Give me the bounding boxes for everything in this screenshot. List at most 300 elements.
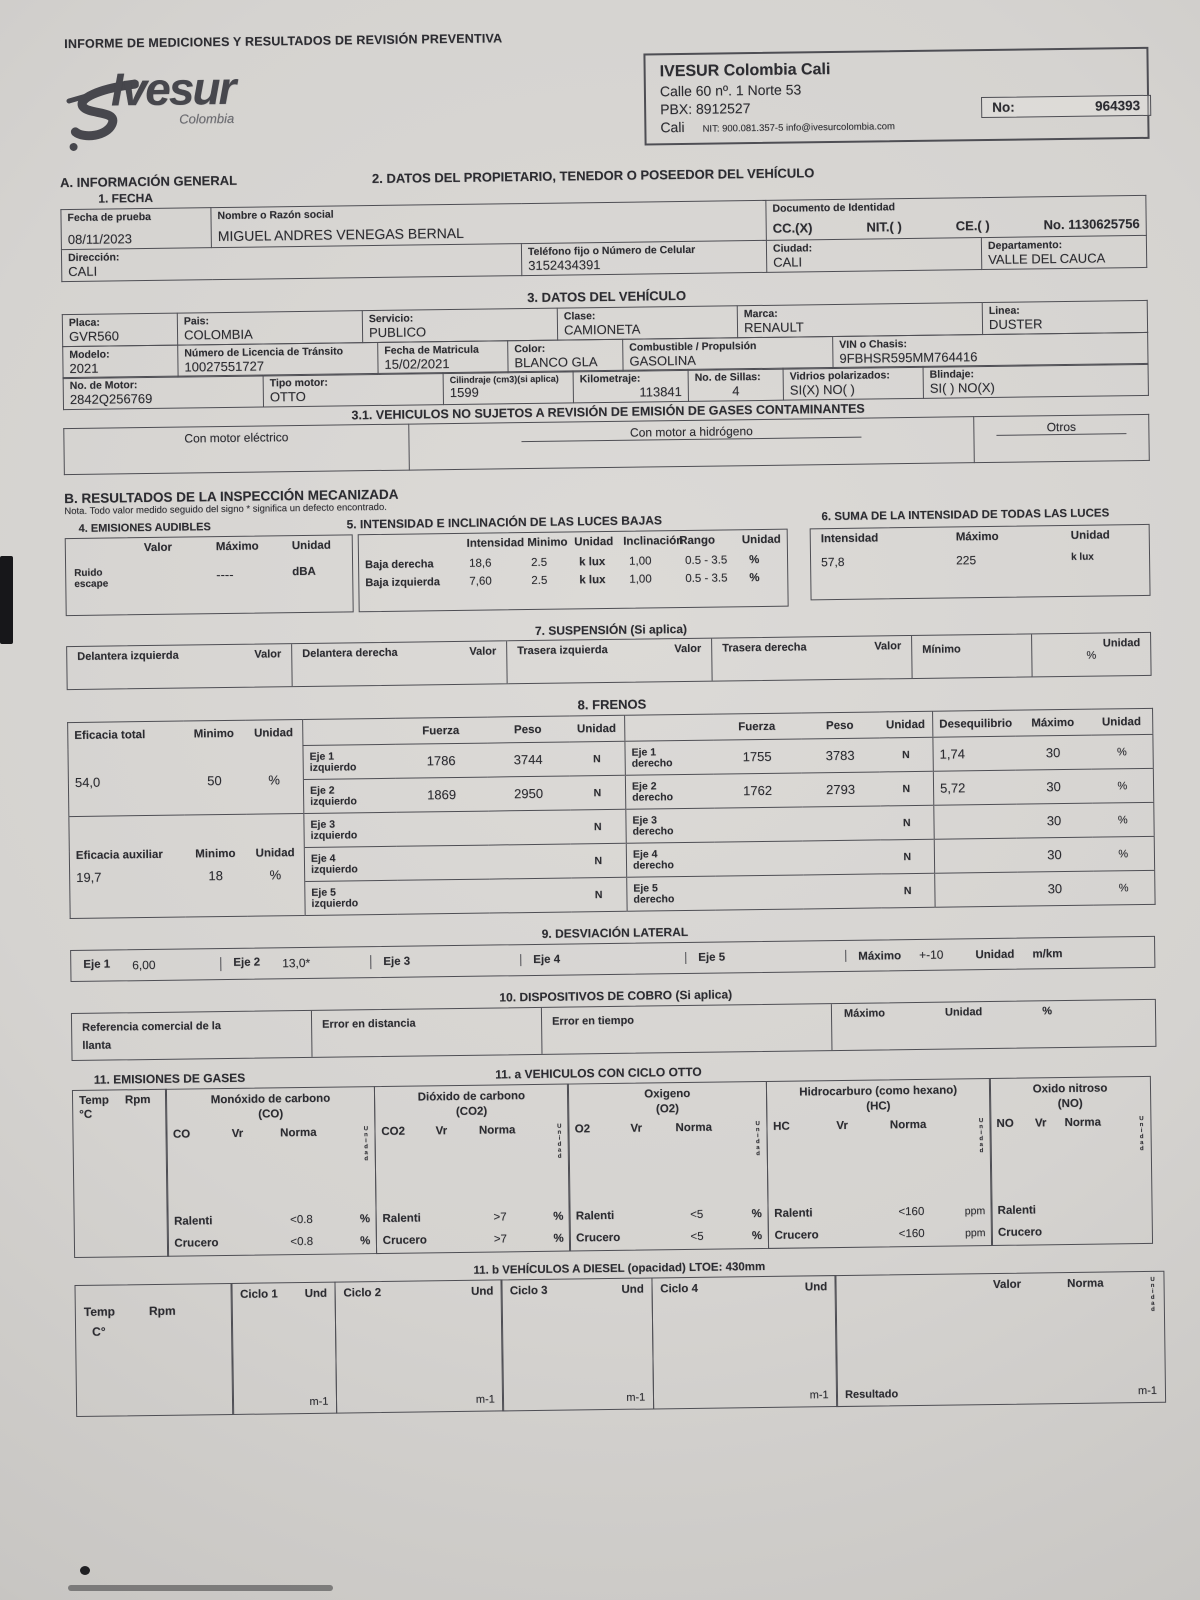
co-subheader	[173, 1126, 369, 1165]
vr-value	[241, 1237, 269, 1249]
matricula-label: Fecha de Matricula	[384, 343, 479, 357]
no-crucero-row	[998, 1225, 1146, 1239]
emisiones-audibles-table	[65, 535, 354, 617]
eficacia-auxiliar-minimo: 18	[208, 868, 223, 884]
maximo-value: 30	[1015, 770, 1091, 805]
minimo-header: Minimo	[193, 728, 234, 741]
blindaje-cell	[923, 364, 1148, 399]
co2-ralenti-row	[382, 1211, 563, 1225]
section-b-note: Nota. Todo valor medido seguido del signo * significa un defecto encontrado.	[64, 502, 387, 518]
suspension-title: 7. SUSPENSIÓN (Si aplica)	[534, 622, 688, 639]
licencia-label: Número de Licencia de Tránsito	[184, 345, 344, 360]
suspension-delantera-izquierda	[67, 645, 293, 690]
vidrios-cell	[783, 367, 923, 401]
matricula-cell	[378, 340, 508, 374]
document-content	[58, 15, 1166, 1418]
kilometraje-cell	[573, 370, 688, 404]
fuerza-header: Fuerza	[713, 713, 801, 740]
cilindraje-label: Cilindraje (cm3)(si aplica)	[449, 374, 559, 386]
unidad-header-vertical: Unidad	[1149, 1277, 1156, 1314]
cobro-referencia	[72, 1011, 313, 1060]
scan-artifact-bottom-smudge	[68, 1585, 333, 1591]
linea-value: DUSTER	[988, 316, 1043, 332]
maximo-value: 30	[1017, 872, 1093, 907]
maximo-header: Máximo	[1015, 710, 1091, 737]
gas-box-co	[165, 1086, 377, 1257]
cilindraje-value: 1599	[449, 385, 479, 401]
marca-cell	[737, 303, 982, 338]
co2-formula: (CO2)	[455, 1105, 488, 1118]
departamento-label: Departamento:	[987, 239, 1063, 252]
gas-box-no	[989, 1076, 1153, 1246]
ralenti-label: Ralenti	[774, 1207, 813, 1221]
scan-artifact-left-edge	[0, 556, 13, 644]
documento-cell	[766, 195, 1147, 240]
unidad-label: Unidad	[975, 949, 1015, 962]
fuerza-value	[714, 841, 802, 876]
unidad-header: Unidad	[1070, 529, 1110, 543]
fuerza-value: 1786	[395, 743, 487, 778]
suma-luces-table	[810, 524, 1151, 600]
peso-value	[803, 874, 881, 909]
eficacia-auxiliar-minimo-cell	[184, 815, 247, 918]
eje4-derecho-label: Eje 4 derecho	[626, 843, 714, 878]
vr-header: Vr	[1034, 1117, 1047, 1130]
maximo-header: Máximo	[955, 531, 999, 544]
eficacia-total-minimo: 50	[207, 773, 222, 789]
hc-formula: (HC)	[866, 1100, 891, 1113]
servicio-value: PUBLICO	[368, 324, 427, 341]
unidad-header: Unidad	[574, 536, 614, 549]
diesel-table	[74, 1271, 1166, 1417]
sillas-value: 4	[732, 383, 740, 399]
unidad-value: N	[570, 810, 626, 845]
error-tiempo-label: Error en tiempo	[552, 1015, 635, 1029]
eje2-derecho-label: Eje 2 derecho	[625, 775, 713, 810]
ciudad-cell	[766, 238, 981, 273]
otros-cell	[974, 415, 1150, 463]
report-number-value: 964393	[1094, 97, 1141, 114]
scan-artifact-dot	[80, 1566, 90, 1575]
linea-label: Linea:	[988, 304, 1020, 317]
emisiones-audibles-title: 4. EMISIONES AUDIBLES	[78, 521, 211, 536]
delantera-derecha-label: Delantera derecha	[302, 647, 398, 661]
vidrios-label: Vidrios polarizados:	[789, 369, 890, 383]
rpm-label: Rpm	[148, 1304, 176, 1319]
ciclo2-header	[343, 1286, 493, 1300]
fuerza-value	[715, 875, 803, 910]
spacer	[74, 542, 144, 555]
unidad-header-vertical: Unidad	[977, 1118, 985, 1155]
motor-electrico-label: Con motor eléctrico	[184, 430, 289, 446]
ralenti-norma: <160	[898, 1206, 925, 1219]
spacer	[625, 715, 713, 742]
valor-header: Valor	[143, 542, 173, 555]
unidad-value: %	[1093, 871, 1155, 906]
ciudad-label: Ciudad:	[772, 242, 813, 255]
peso-value	[802, 840, 880, 875]
desviacion-eje1	[71, 957, 221, 973]
vin-cell	[833, 332, 1148, 368]
maximo-header: Máximo	[215, 540, 259, 554]
intensidad-value: 7,60	[469, 575, 492, 589]
unidad2-value: %	[749, 572, 760, 585]
servicio-cell	[362, 308, 557, 343]
desviacion-title: 9. DESVIACIÓN LATERAL	[541, 925, 689, 942]
telefono-value: 3152434391	[528, 257, 601, 273]
crucero-norma: <5	[690, 1231, 704, 1244]
eje2-izquierdo-label: Eje 2 izquierdo	[303, 779, 395, 814]
gases-table	[72, 1076, 1164, 1258]
vr-header: Vr	[630, 1122, 643, 1135]
company-address: Calle 60 nº. 1 Norte 53	[659, 81, 802, 100]
unidad-value: N	[569, 742, 625, 777]
eje1-label: Eje 1	[83, 958, 111, 972]
o2-name: Oxigeno	[644, 1088, 691, 1101]
eficacia-total-header: Eficacia total	[74, 729, 146, 743]
o2-subheader	[575, 1121, 761, 1159]
eje4-izquierdo-label: Eje 4 izquierdo	[304, 847, 396, 882]
suspension-trasera-izquierda	[507, 639, 713, 684]
cobro-title: 10. DISPOSITIVOS DE COBRO (Si aplica)	[499, 987, 733, 1005]
resultado-unit: m-1	[1137, 1385, 1158, 1398]
eficacia-auxiliar-header: Eficacia auxiliar	[75, 849, 163, 863]
minimo-header: Mínimo	[922, 643, 961, 657]
ralenti-unidad: %	[553, 1211, 564, 1224]
eficacia-auxiliar-value: 19,7	[76, 870, 102, 886]
valor-header: Valor	[874, 640, 902, 653]
und-header: Und	[304, 1288, 328, 1301]
direccion-label: Dirección:	[67, 251, 120, 265]
luces-table	[358, 529, 789, 613]
ralenti-label: Ralenti	[174, 1215, 213, 1229]
color-value: BLANCO GLA	[514, 353, 598, 370]
desviacion-eje3	[371, 955, 521, 969]
ciclo1-unit-row	[241, 1396, 328, 1409]
placa-cell	[62, 313, 177, 347]
suspension-unidad	[1032, 633, 1151, 677]
ralenti-norma: <0.8	[290, 1214, 313, 1227]
fuerza-value	[714, 807, 802, 842]
diesel-ciclo3-box	[501, 1278, 655, 1412]
co2-symbol: CO2	[381, 1125, 406, 1139]
unidad-header: Unidad	[879, 712, 933, 739]
modelo-label: Modelo:	[69, 348, 110, 361]
o2-rows	[576, 1198, 763, 1244]
combustible-label: Combustible / Propulsión	[629, 339, 757, 354]
ruido-escape-row	[74, 566, 344, 591]
diesel-ciclo4-box	[651, 1275, 838, 1409]
unidad-value: N	[569, 776, 625, 811]
pais-value: COLOMBIA	[183, 326, 253, 343]
co2-rows	[382, 1201, 564, 1247]
unidad-header-vertical: Unidad	[754, 1121, 762, 1158]
documento-options	[773, 216, 1140, 236]
unidad-value: k lux	[579, 574, 606, 587]
ruido-maximo: ----	[216, 567, 234, 583]
tipo-motor-value: OTTO	[269, 389, 306, 405]
ralenti-unidad: ppm	[964, 1205, 986, 1218]
unidad-value: N	[881, 874, 935, 909]
co2-title	[381, 1089, 562, 1120]
vr-value	[444, 1212, 469, 1224]
co-crucero-row	[174, 1236, 370, 1251]
unidad-value: %	[1091, 735, 1153, 770]
unidad-header: Unidad	[253, 727, 294, 740]
hc-crucero-row	[774, 1228, 985, 1243]
report-number-label: No:	[992, 99, 1015, 115]
co-title	[172, 1092, 368, 1123]
vr-value	[639, 1232, 665, 1244]
ciclo2-unit: m-1	[475, 1393, 495, 1407]
maximo-value: 30	[1016, 838, 1092, 873]
maximo-label: Máximo	[843, 1007, 886, 1021]
color-cell	[508, 339, 623, 373]
eficacia-auxiliar-unidad: %	[269, 867, 282, 883]
sillas-label: No. de Sillas:	[694, 371, 761, 385]
co2-name: Dióxido de carbono	[417, 1090, 526, 1104]
gas-box-hc	[766, 1078, 993, 1249]
sillas-cell	[688, 369, 783, 402]
desviacion-eje4	[521, 952, 686, 966]
maximo-value: +-10	[918, 948, 944, 963]
resultado-row	[845, 1385, 1157, 1401]
vr-header: Vr	[231, 1127, 244, 1141]
cobro-maximo-group	[832, 1000, 1156, 1050]
unidad-value: %	[1092, 803, 1154, 838]
departamento-cell	[981, 235, 1146, 269]
unidad-value: %	[1042, 1005, 1053, 1018]
co2-subheader	[381, 1124, 562, 1162]
combustible-cell	[623, 336, 833, 371]
nombre-value: MIGUEL ANDRES VENEGAS BERNAL	[217, 224, 464, 245]
co-symbol: CO	[172, 1128, 191, 1141]
eje5-label: Eje 5	[698, 951, 726, 965]
logo-subtitle: Colombia	[179, 110, 235, 127]
clase-cell	[557, 306, 737, 340]
norma-header: Norma	[280, 1127, 317, 1140]
valor-header: Valor	[469, 645, 497, 659]
baja-derecha-label: Baja derecha	[365, 558, 434, 572]
gases-temp-box	[72, 1089, 169, 1258]
nombre-label: Nombre o Razón social	[217, 208, 334, 223]
unidad-value: %	[1086, 650, 1097, 663]
ralenti-label: Ralenti	[997, 1204, 1037, 1218]
cobro-error-distancia	[312, 1008, 543, 1057]
ralenti-label: Ralenti	[575, 1210, 615, 1223]
peso-header: Peso	[487, 716, 569, 743]
valor-header: Valor	[254, 648, 282, 662]
spacer	[303, 719, 395, 746]
unidad-header: Unidad	[1102, 637, 1141, 650]
crucero-unidad: ppm	[964, 1227, 986, 1240]
intensidad-value: 57,8	[821, 555, 845, 570]
desequilibrio-value	[934, 839, 1016, 874]
unidad-value: %	[1092, 837, 1154, 872]
documento-cc: CC.(X)	[772, 220, 813, 236]
eje3-label: Eje 3	[383, 956, 411, 969]
fuerza-value: 1755	[713, 739, 801, 774]
minimo-header: Minimo	[527, 536, 568, 550]
ciclo3-label: Ciclo 3	[509, 1285, 548, 1298]
document-header	[58, 47, 1149, 161]
telefono-cell	[521, 240, 766, 275]
eficacia-total-unidad: %	[268, 772, 281, 788]
eje5-izquierdo-label: Eje 5 izquierdo	[305, 881, 397, 916]
ralenti-unidad	[1119, 1203, 1146, 1215]
ralenti-norma: >7	[493, 1211, 507, 1224]
unidad-header: Unidad	[1091, 709, 1153, 736]
placa-value: GVR560	[68, 328, 120, 345]
hc-title	[773, 1084, 984, 1116]
und-header: Und	[621, 1283, 644, 1297]
maximo-value: 225	[955, 553, 977, 568]
frenos-table	[67, 708, 1155, 919]
norma-header: Norma	[1064, 1116, 1102, 1130]
ralenti-unidad: %	[359, 1213, 371, 1226]
owner-table	[60, 195, 1147, 282]
referencia-llanta-label: Referencia comercial de la llanta	[82, 1020, 221, 1053]
valor-header: Valor	[992, 1279, 1022, 1292]
minimo-value: 2.5	[531, 557, 548, 570]
ciclo1-header	[240, 1288, 327, 1301]
kilometraje-label: Kilometraje:	[579, 372, 641, 386]
no-sujetos-title: 3.1. VEHICULOS NO SUJETOS A REVISIÓN DE EMISIÓN DE GASES CONTAMINANTES	[351, 402, 865, 423]
licencia-cell	[178, 342, 378, 377]
suma-luces-header	[821, 529, 1139, 545]
documento-nit: NIT.( )	[866, 219, 902, 235]
unidad-value: N	[879, 772, 933, 807]
motor-value: 2842Q256769	[69, 391, 153, 408]
company-pbx: PBX: 8912527	[660, 100, 751, 118]
departamento-value: VALLE DEL CAUCA	[988, 250, 1106, 267]
documento-ce: CE.( )	[955, 217, 990, 234]
luces-row-baja-derecha	[365, 554, 781, 571]
motor-cell	[63, 375, 263, 410]
inclinacion-header: Inclinación	[623, 535, 684, 549]
gas-box-co2	[374, 1084, 571, 1255]
peso-value: 3783	[801, 738, 879, 773]
fecha-section-title: 1. FECHA	[98, 190, 154, 206]
desequilibrio-value	[935, 873, 1017, 908]
peso-value	[488, 844, 570, 879]
modelo-value: 2021	[69, 360, 99, 376]
crucero-unidad: %	[751, 1230, 763, 1243]
fecha-prueba-cell	[61, 208, 212, 250]
peso-value	[488, 810, 570, 845]
o2-formula: (O2)	[655, 1102, 680, 1116]
color-label: Color:	[514, 342, 546, 355]
rango-header: Rango	[679, 534, 716, 548]
vr-value	[444, 1234, 469, 1246]
minimo-value: 2.5	[531, 575, 548, 588]
inclinacion-value: 1,00	[628, 555, 652, 569]
fuerza-value	[396, 811, 488, 846]
spacer	[365, 538, 467, 551]
motor-hidrogeno-label: Con motor a hidrógeno	[521, 423, 861, 442]
eje3-izquierdo-label: Eje 3 izquierdo	[304, 813, 396, 848]
gas-box-o2	[567, 1081, 769, 1252]
no-title	[996, 1081, 1144, 1112]
baja-izquierda-label: Baja izquierda	[365, 576, 440, 590]
crucero-norma	[1069, 1226, 1119, 1239]
und-header: Und	[470, 1285, 494, 1299]
unidad-value: N	[880, 806, 934, 841]
no-rows	[997, 1193, 1146, 1239]
eje2-value: 13,0*	[282, 956, 311, 971]
unidad-header-vertical: Unidad	[1138, 1116, 1145, 1153]
fuerza-value	[396, 845, 488, 880]
co-ralenti-row	[174, 1214, 370, 1229]
vr-value	[846, 1229, 876, 1241]
fuerza-value: 1762	[713, 773, 801, 808]
norma-header: Norma	[478, 1124, 516, 1137]
maximo-value: 30	[1015, 736, 1091, 771]
rpm-label: Rpm	[124, 1094, 151, 1107]
company-nit: NIT: 900.081.357-5 info@ivesurcolombia.com	[702, 121, 895, 135]
peso-value	[802, 806, 880, 841]
eje2-label: Eje 2	[233, 956, 261, 970]
norma-header: Norma	[1067, 1277, 1104, 1291]
ralenti-norma	[1069, 1204, 1119, 1217]
clase-label: Clase:	[563, 310, 596, 323]
ciclo2-unit-row	[345, 1394, 495, 1408]
ruido-escape-label: Ruido escape	[74, 568, 109, 590]
peso-value: 2950	[487, 776, 569, 811]
eje3-derecho-label: Eje 3 derecho	[626, 809, 714, 844]
diesel-temp-rpm	[84, 1303, 224, 1319]
pais-cell	[177, 311, 362, 345]
eficacia-auxiliar-cell	[69, 815, 185, 918]
diesel-ciclo1-box	[231, 1282, 338, 1415]
resultado-label: Resultado	[844, 1388, 899, 1402]
peso-value	[489, 878, 571, 913]
desviacion-eje2	[221, 956, 371, 972]
intensidad-header: Intensidad	[820, 532, 879, 546]
company-name: IVESUR Colombia Cali	[659, 61, 831, 81]
company-city: Cali	[660, 118, 685, 136]
motor-label: No. de Motor:	[69, 379, 138, 393]
unidad-value: N	[570, 844, 626, 879]
co-rows	[174, 1204, 371, 1251]
marca-value: RENAULT	[743, 319, 804, 336]
pais-label: Pais:	[183, 315, 210, 328]
vr-value	[639, 1210, 665, 1222]
diesel-resultado-box	[834, 1271, 1166, 1407]
peso-header: Peso	[801, 712, 879, 739]
unidad-value: N	[571, 878, 627, 913]
rango-value: 0.5 - 3.5	[684, 554, 728, 568]
tipo-motor-label: Tipo motor:	[269, 377, 328, 390]
diesel-ciclo2-box	[334, 1280, 504, 1414]
direccion-cell	[61, 244, 521, 282]
luces-title: 5. INTENSIDAD E INCLINACIÓN DE LAS LUCES BAJAS	[346, 513, 662, 532]
desequilibrio-value: 1,74	[933, 737, 1015, 772]
cobro-table	[71, 999, 1157, 1061]
o2-title	[574, 1086, 760, 1117]
blindaje-label: Blindaje:	[929, 368, 975, 382]
o2-ralenti-row	[576, 1208, 762, 1222]
ivesur-logo	[58, 57, 359, 161]
unidad2-header: Unidad	[741, 534, 781, 547]
crucero-label: Crucero	[576, 1232, 621, 1245]
unidad-value: m/km	[1032, 948, 1063, 961]
peso-value: 3744	[487, 742, 569, 777]
no-symbol: NO	[996, 1117, 1014, 1131]
ralenti-unidad: %	[751, 1208, 762, 1221]
eficacia-total-value: 54,0	[74, 774, 101, 791]
vehiculo-section-title: 3. DATOS DEL VEHÍCULO	[527, 287, 687, 306]
